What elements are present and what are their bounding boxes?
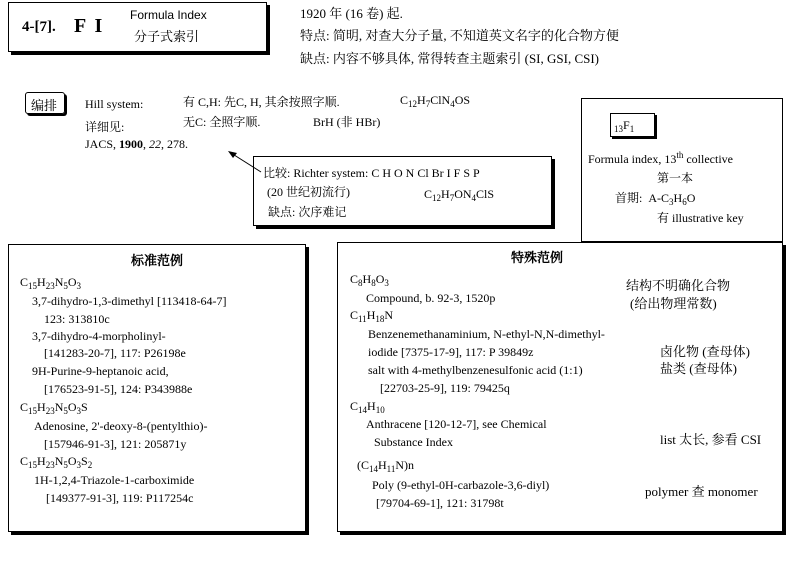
special-formula-1: $C_8H_8O_3$: [350, 272, 389, 288]
hill-rule-1: 有 C,H: 先C, H, 其余按照字顺.: [183, 95, 340, 109]
collective-line2: 第一本: [657, 171, 694, 185]
detail-label: 详细见:: [85, 120, 125, 134]
header-line2: 特点: 简明, 对查大分子量, 不知道英文名字的化合物方便: [300, 28, 619, 43]
standard-entry-3a: 9H-Purine-9-heptanoic acid,: [32, 364, 169, 378]
hill-label: Hill system:: [85, 97, 144, 111]
standard-entry-4b: [157946-91-3], 121: 205871y: [44, 437, 187, 451]
section-code: 4-[7].: [22, 19, 56, 35]
standard-entry-2a: 3,7-dihydro-4-morpholinyl-: [32, 329, 166, 343]
standard-formula-1: $C_{15}H_{23}N_5O_3$: [20, 275, 82, 291]
standard-entry-3b: [176523-91-5], 124: P343988e: [44, 382, 193, 396]
hill-rule-1-formula: $C_{12}H_7ClN_4OS$: [400, 93, 471, 109]
section-abbr: F I: [74, 15, 105, 37]
jacs-reference: JACS, 1900, 22, 278.: [85, 137, 189, 151]
special-note-4: polymer 查 monomer: [645, 484, 758, 499]
special-entry-2c: salt with 4-methylbenzenesulfonic acid (1:1): [368, 363, 583, 377]
title-zh: 分子式索引: [134, 29, 200, 44]
standard-entry-4a: Adenosine, 2'-deoxy-8-(pentylthio)-: [34, 419, 208, 433]
standard-formula-2: $C_{15}H_{23}N_5O_3S$: [20, 400, 88, 416]
special-entry-3a: Anthracene [120-12-7], see Chemical: [366, 417, 547, 431]
standard-formula-3: $C_{15}H_{23}N_5O_3S_2$: [20, 454, 93, 470]
header-line1: 1920 年 (16 卷) 起.: [300, 6, 403, 21]
special-note-2b: 盐类 (查母体): [660, 361, 737, 376]
special-entry-2d: [22703-25-9], 119: 79425q: [380, 381, 510, 395]
special-title: 特殊范例: [510, 250, 563, 265]
special-note-2a: 卤化物 (查母体): [660, 344, 750, 359]
special-entry-4b: [79704-69-1], 121: 31798t: [376, 496, 504, 510]
standard-entry-1b: 123: 313810c: [44, 312, 110, 326]
special-entry-4a: Poly (9-ethyl-0H-carbazole-3,6-diyl): [372, 478, 550, 492]
title-en: Formula Index: [130, 8, 207, 22]
header-line3: 缺点: 内容不够具体, 常得转查主题索引 (SI, GSI, CSI): [300, 51, 600, 66]
hill-rule-2-example: BrH (非 HBr): [313, 115, 381, 129]
special-note-3: list 太长, 参看 CSI: [660, 432, 762, 447]
special-note-1a: 结构不明确化合物: [626, 278, 731, 293]
standard-entry-1a: 3,7-dihydro-1,3-dimethyl [113418-64-7]: [32, 294, 227, 308]
standard-title: 标准范例: [130, 253, 183, 268]
richter-formula: $C_{12}H_7ON_4ClS$: [424, 187, 495, 203]
arrangement-tag-label: 编排: [31, 98, 58, 113]
richter-line1: 比较: Richter system: C H O N Cl Br I F S P: [263, 166, 480, 180]
collective-line3: 首期: $A-C_3H_6O$: [615, 191, 696, 207]
special-entry-1: Compound, b. 92-3, 1520p: [366, 291, 496, 305]
special-note-1b: (给出物理常数): [630, 296, 717, 311]
special-entry-3b: Substance Index: [374, 435, 453, 449]
collective-line4: 有 illustrative key: [657, 211, 744, 225]
special-formula-4: $(C_{14}H_{11}N)n$: [357, 458, 415, 474]
standard-entry-2b: [141283-20-7], 117: P26198e: [44, 346, 186, 360]
standard-entry-5b: [149377-91-3], 119: P117254c: [46, 491, 194, 505]
hill-rule-2: 无C: 全照字顺.: [183, 115, 261, 129]
special-entry-2b: iodide [7375-17-9], 117: P 39849z: [368, 345, 534, 359]
special-formula-3: $C_{14}H_{10}$: [350, 399, 385, 415]
richter-line2: (20 世纪初流行): [267, 185, 350, 199]
special-entry-2a: Benzenemethanaminium, N-ethyl-N,N-dimethyl-: [368, 327, 605, 341]
standard-entry-5a: 1H-1,2,4-Triazole-1-carboximide: [34, 473, 195, 487]
collective-line1: Formula index, 13th collective: [588, 150, 733, 166]
collective-code: $_{13}F_1$: [614, 118, 635, 134]
richter-line3: 缺点: 次序难记: [268, 205, 347, 219]
special-formula-2: $C_{11}H_{18}N$: [350, 308, 394, 324]
